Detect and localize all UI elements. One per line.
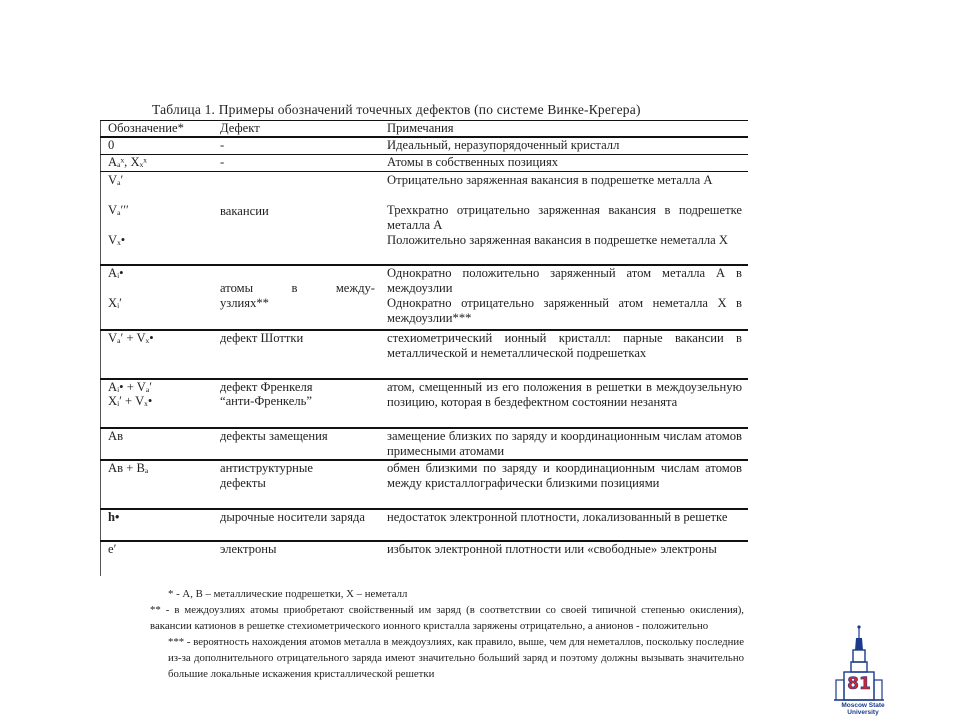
table-row-holes-defect: дырочные носители заряда [220, 510, 366, 524]
table-row-own-symbol: Aₐˣ, Xₓˣ [108, 155, 147, 169]
table-row-interstitial-note-2: Однократно отрицательно заряженный атом неметалла Х в междоузлии*** [387, 296, 742, 325]
table-row-vacancy-symbol-1: Vₐ′ [108, 173, 124, 187]
table-row-schottky-note: стехиометрический ионный кристалл: парные вакансии в металлической и неметаллической подрешетках [387, 331, 742, 360]
table-row-antisite-defect-1: антиструктурные [220, 461, 313, 475]
logo-digits: 81 [847, 674, 871, 694]
table-row-substitution-symbol: Aʙ [108, 429, 124, 443]
table-row-substitution-note: замещение близких по заряду и координационным числам атомов примесными атомами [387, 429, 742, 458]
defects-table [100, 120, 748, 576]
header-col-designation: Обозначение* [108, 121, 184, 135]
table-row-frenkel-symbol-1: Aᵢ• + Vₐ′ [108, 380, 153, 394]
table-row-frenkel-note: атом, смещенный из его положения в решетки в междоузельную позицию, которая в бездефектном состоянии незанята [387, 380, 742, 409]
table-row-frenkel-defect-1: дефект Френкеля [220, 380, 313, 394]
table-row-antisite-note: обмен близкими по заряду и координационным числам атомов между кристаллографически близкими позициями [387, 461, 742, 490]
table-row-own-note: Атомы в собственных позициях [387, 155, 559, 169]
document-page [100, 98, 750, 696]
table-row-own-defect: - [220, 155, 225, 169]
table-row-ideal-defect: - [220, 138, 225, 152]
table-row-electrons-defect: электроны [220, 542, 277, 556]
table-title: Таблица 1. Примеры обозначений точечных дефектов (по системе Винке-Крегера) [152, 102, 641, 117]
table-row-vacancy-note-3: Положительно заряженная вакансия в подрешетке неметалла Х [387, 233, 728, 247]
table-row-interstitial-symbol-1: Aᵢ• [108, 266, 124, 280]
table-row-frenkel-symbol-2: Xᵢ′ + Vₓ• [108, 394, 153, 408]
header-col-notes: Примечания [387, 121, 454, 135]
table-row-vacancy-note-1: Отрицательно заряженная вакансия в подрешетке металла А [387, 173, 713, 187]
footnote-3: *** - вероятность нахождения атомов металла в междоузлиях, как правило, выше, чем для неметаллов, поскольку последние из-за дополнительного отрицательного заряда имеют значительно больший заряд и поэтому должны вызывать значительно большие локальные искажения кристаллической решетки [168, 636, 744, 680]
header-col-defect: Дефект [220, 121, 260, 135]
table-row-vacancy-defect: вакансии [220, 204, 269, 218]
table-row-ideal-note: Идеальный, неразупорядоченный кристалл [387, 138, 620, 152]
table-row-schottky-defect: дефект Шоттки [220, 331, 304, 345]
logo-caption: Moscow State University [841, 702, 885, 716]
table-row-interstitial-note-1: Однократно положительно заряженный атом металла А в междоузлии [387, 266, 742, 295]
table-row-vacancy-symbol-2: Vₐ′′′ [108, 203, 129, 217]
table-row-electrons-symbol: e′ [108, 542, 117, 556]
footnotes [150, 586, 744, 682]
footnote-2: ** - в междоузлиях атомы приобретают свойственный им заряд (в соответствии со своей типичной степенью окисления), вакансии катионов в решетке стехиометрического ионного кристалла заряжены отрицательно, а анионов - положительно [150, 604, 744, 632]
table-row-interstitial-defect-1: атомы в между- [220, 281, 375, 295]
table-row-antisite-symbol: Aʙ + Bₐ [108, 461, 149, 475]
table-row-schottky-symbol: Vₐ′ + Vₓ• [108, 331, 154, 345]
table-row-vacancy-symbol-3: Vₓ• [108, 233, 126, 247]
table-row-electrons-note: избыток электронной плотности или «свободные» электроны [387, 542, 717, 556]
table-row-interstitial-defect-2: узлиях** [220, 296, 269, 310]
table-row-ideal-symbol: 0 [108, 138, 115, 152]
table-row-vacancy-note-2: Трехкратно отрицательно заряженная вакансия в подрешетке металла А [387, 203, 742, 232]
table-row-frenkel-defect-2: “анти-Френкель” [220, 394, 312, 408]
table-row-interstitial-symbol-2: Xᵢ′ [108, 296, 122, 310]
table-row-substitution-defect: дефекты замещения [220, 429, 328, 443]
table-row-holes-note: недостаток электронной плотности, локализованный в решетке [387, 510, 728, 524]
table-row-antisite-defect-2: дефекты [220, 476, 266, 490]
table-row-holes-symbol: h• [108, 510, 120, 524]
footnote-1: * - А, В – металлические подрешетки, Х – неметалл [168, 588, 408, 600]
